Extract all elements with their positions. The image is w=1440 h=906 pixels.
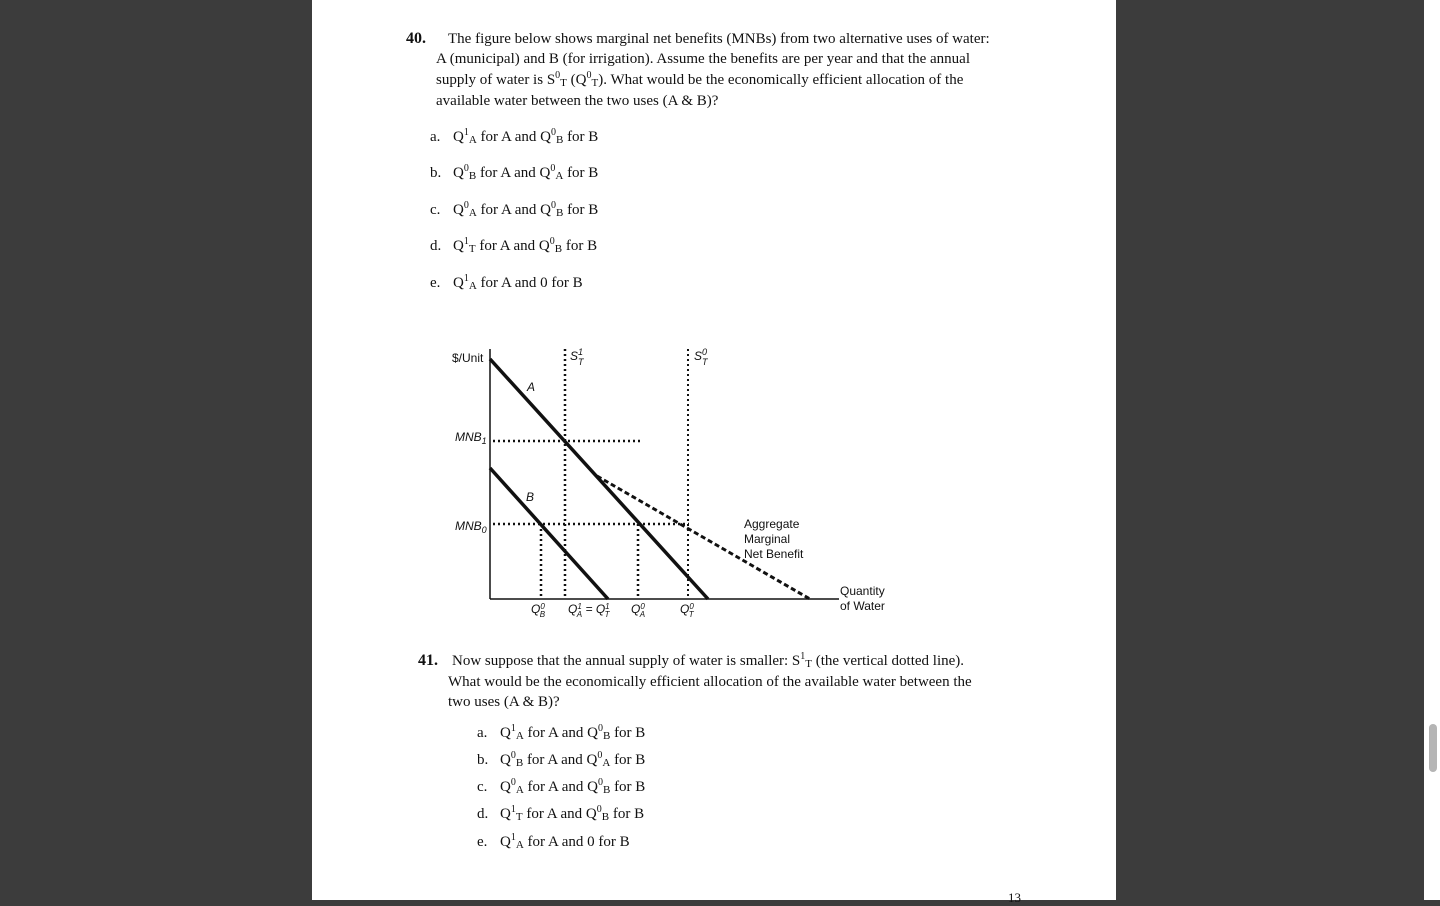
y-axis-label: $/Unit [452, 351, 484, 365]
q0b-tick-label: $Q^0$ B [531, 602, 546, 619]
q1a-q1t-tick-label: $Q^1$ $A = Q^1$ T [568, 602, 610, 619]
answer-option: a. $Q^1_A$ for A and $Q^0_B$ for B [477, 723, 646, 742]
aggregate-label-line1: Aggregate [744, 517, 800, 531]
answer-option: c. $Q^0_A$ for A and $Q^0_B$ for B [477, 777, 646, 796]
x-axis-label-line2: of Water [840, 599, 885, 613]
s1t-label: $S^1$ T [570, 347, 584, 367]
mnb0-label: $MNB_0$ [455, 519, 487, 535]
document-page [312, 0, 1116, 905]
question-40-line1: The figure below shows marginal net benefits (MNBs) from two alternative uses of water: [448, 31, 990, 47]
s0t-label: $S^0$ T [694, 347, 708, 367]
question-41-number: 41. [418, 652, 438, 669]
x-axis-label-line1: Quantity [840, 584, 885, 598]
question-41-line1: Now suppose that the annual supply of water is smaller: $S^1_T$ (the vertical dotted line). [452, 651, 965, 670]
answer-option: a. $Q^1_A$ for A and $Q^0_B$ for B [430, 127, 599, 146]
aggregate-label-line3: Net Benefit [744, 547, 804, 561]
question-41-line2: What would be the economically efficient allocation of the available water between the [448, 674, 972, 690]
curve-b-label: B [526, 490, 535, 504]
answer-option: d. $Q^1_T$ for A and $Q^0_B$ for B [430, 236, 598, 255]
answer-option: e. $Q^1_A$ for A and 0 for B [477, 832, 630, 851]
answer-option: d. $Q^1_T$ for A and $Q^0_B$ for B [477, 804, 645, 823]
question-41-line3: two uses (A & B)? [448, 694, 560, 710]
mnb1-label: $MNB_1$ [455, 430, 487, 446]
question-40-number: 40. [406, 30, 426, 47]
mnb-curve-b [490, 468, 608, 599]
page-number: 13 [1008, 890, 1021, 905]
mnb-figure [312, 335, 1116, 635]
answer-option: e. $Q^1_A$ for A and 0 for B [430, 273, 583, 292]
answer-option: b. $Q^0_B$ for A and $Q^0_A$ for B [477, 750, 646, 769]
question-40-line2: A (municipal) and B (for irrigation). Assume the benefits are per year and that the annual [436, 51, 970, 67]
curve-a-label: A [527, 380, 536, 394]
scrollbar-thumb[interactable] [1429, 724, 1437, 772]
q0t-tick-label: $Q^0$ T [680, 602, 694, 619]
question-40-line4: available water between the two uses (A & B)? [436, 93, 719, 109]
answer-option: c. $Q^0_A$ for A and $Q^0_B$ for B [430, 200, 599, 219]
answer-option: b. $Q^0_B$ for A and $Q^0_A$ for B [430, 163, 599, 182]
question-40-line3: supply of water is $S^0_T$ $(Q^0_T)$. What would be the economically efficient allocation of the [436, 70, 964, 89]
q0a-tick-label: $Q^0$ A [631, 602, 646, 619]
aggregate-label-line2: Marginal [744, 532, 791, 546]
mnb-curve-a [490, 359, 708, 599]
